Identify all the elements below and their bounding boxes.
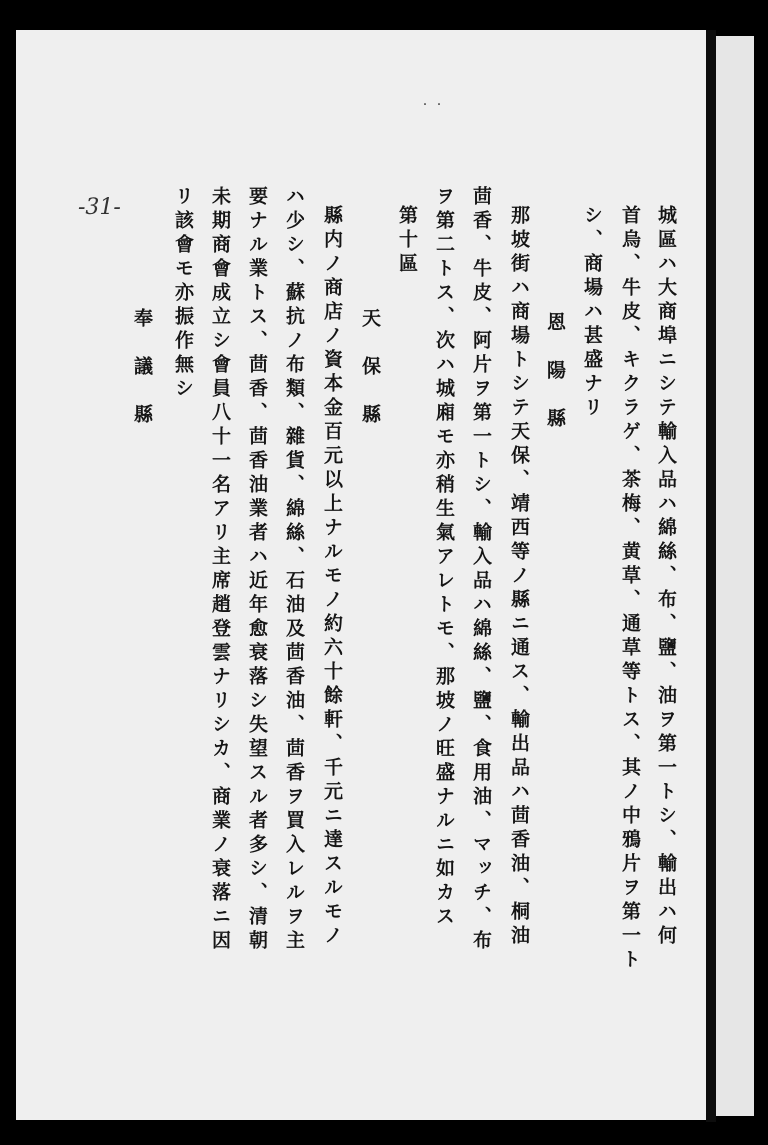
county-heading-fengyi: 奉 議 縣: [131, 308, 153, 428]
county-heading-tianbao: 天 保 縣: [359, 308, 381, 428]
document-page: [16, 30, 706, 1120]
text-column-13: 未期商會成立シ會員八十一名アリ主席趙登雲ナリシカ、商業ノ衰落ニ因: [209, 186, 231, 954]
text-column-12: 要ナル業トス、茴香、茴香油業者ハ近年愈衰落シ失望スル者多シ、清朝: [246, 186, 268, 954]
text-column-5: 那坡街ハ商場トシテ天保、靖西等ノ縣ニ通ス、輸出品ハ茴香油、桐油: [508, 205, 530, 949]
text-column-6: 茴香、牛皮、阿片ヲ第一トシ、輸入品ハ綿絲、鹽、食用油、マッチ、布: [470, 186, 492, 954]
corner-mark: ・・: [420, 100, 448, 111]
text-column-1: 城區ハ大商埠ニシテ輸入品ハ綿絲、布、鹽、油ヲ第一トシ、輸出ハ何: [655, 205, 677, 949]
district-heading: 第十區: [396, 205, 418, 277]
page-edge: [716, 36, 754, 1116]
page-number: -31-: [78, 195, 121, 220]
text-column-2: 首烏、牛皮、キクラゲ、茶梅、黄草、通草等トス、其ノ中鴉片ヲ第一ト: [619, 205, 641, 973]
book-spine: [706, 30, 716, 1122]
text-column-14: リ該會モ亦振作無シ: [172, 186, 194, 402]
text-column-7: ヲ第二トス、次ハ城廂モ亦稍生氣アレトモ、那坡ノ旺盛ナルニ如カス: [433, 186, 455, 930]
county-heading-enyang: 恩 陽 縣: [544, 312, 566, 432]
text-column-3: シ、商場ハ甚盛ナリ: [581, 205, 603, 421]
text-column-10: 縣内ノ商店ノ資本金百元以上ナルモノ約六十餘軒、千元ニ達スルモノ: [321, 205, 343, 949]
text-column-11: ハ少シ、蘇抗ノ布類、雜貨、綿絲、石油及茴香油、茴香ヲ買入レルヲ主: [283, 186, 305, 954]
